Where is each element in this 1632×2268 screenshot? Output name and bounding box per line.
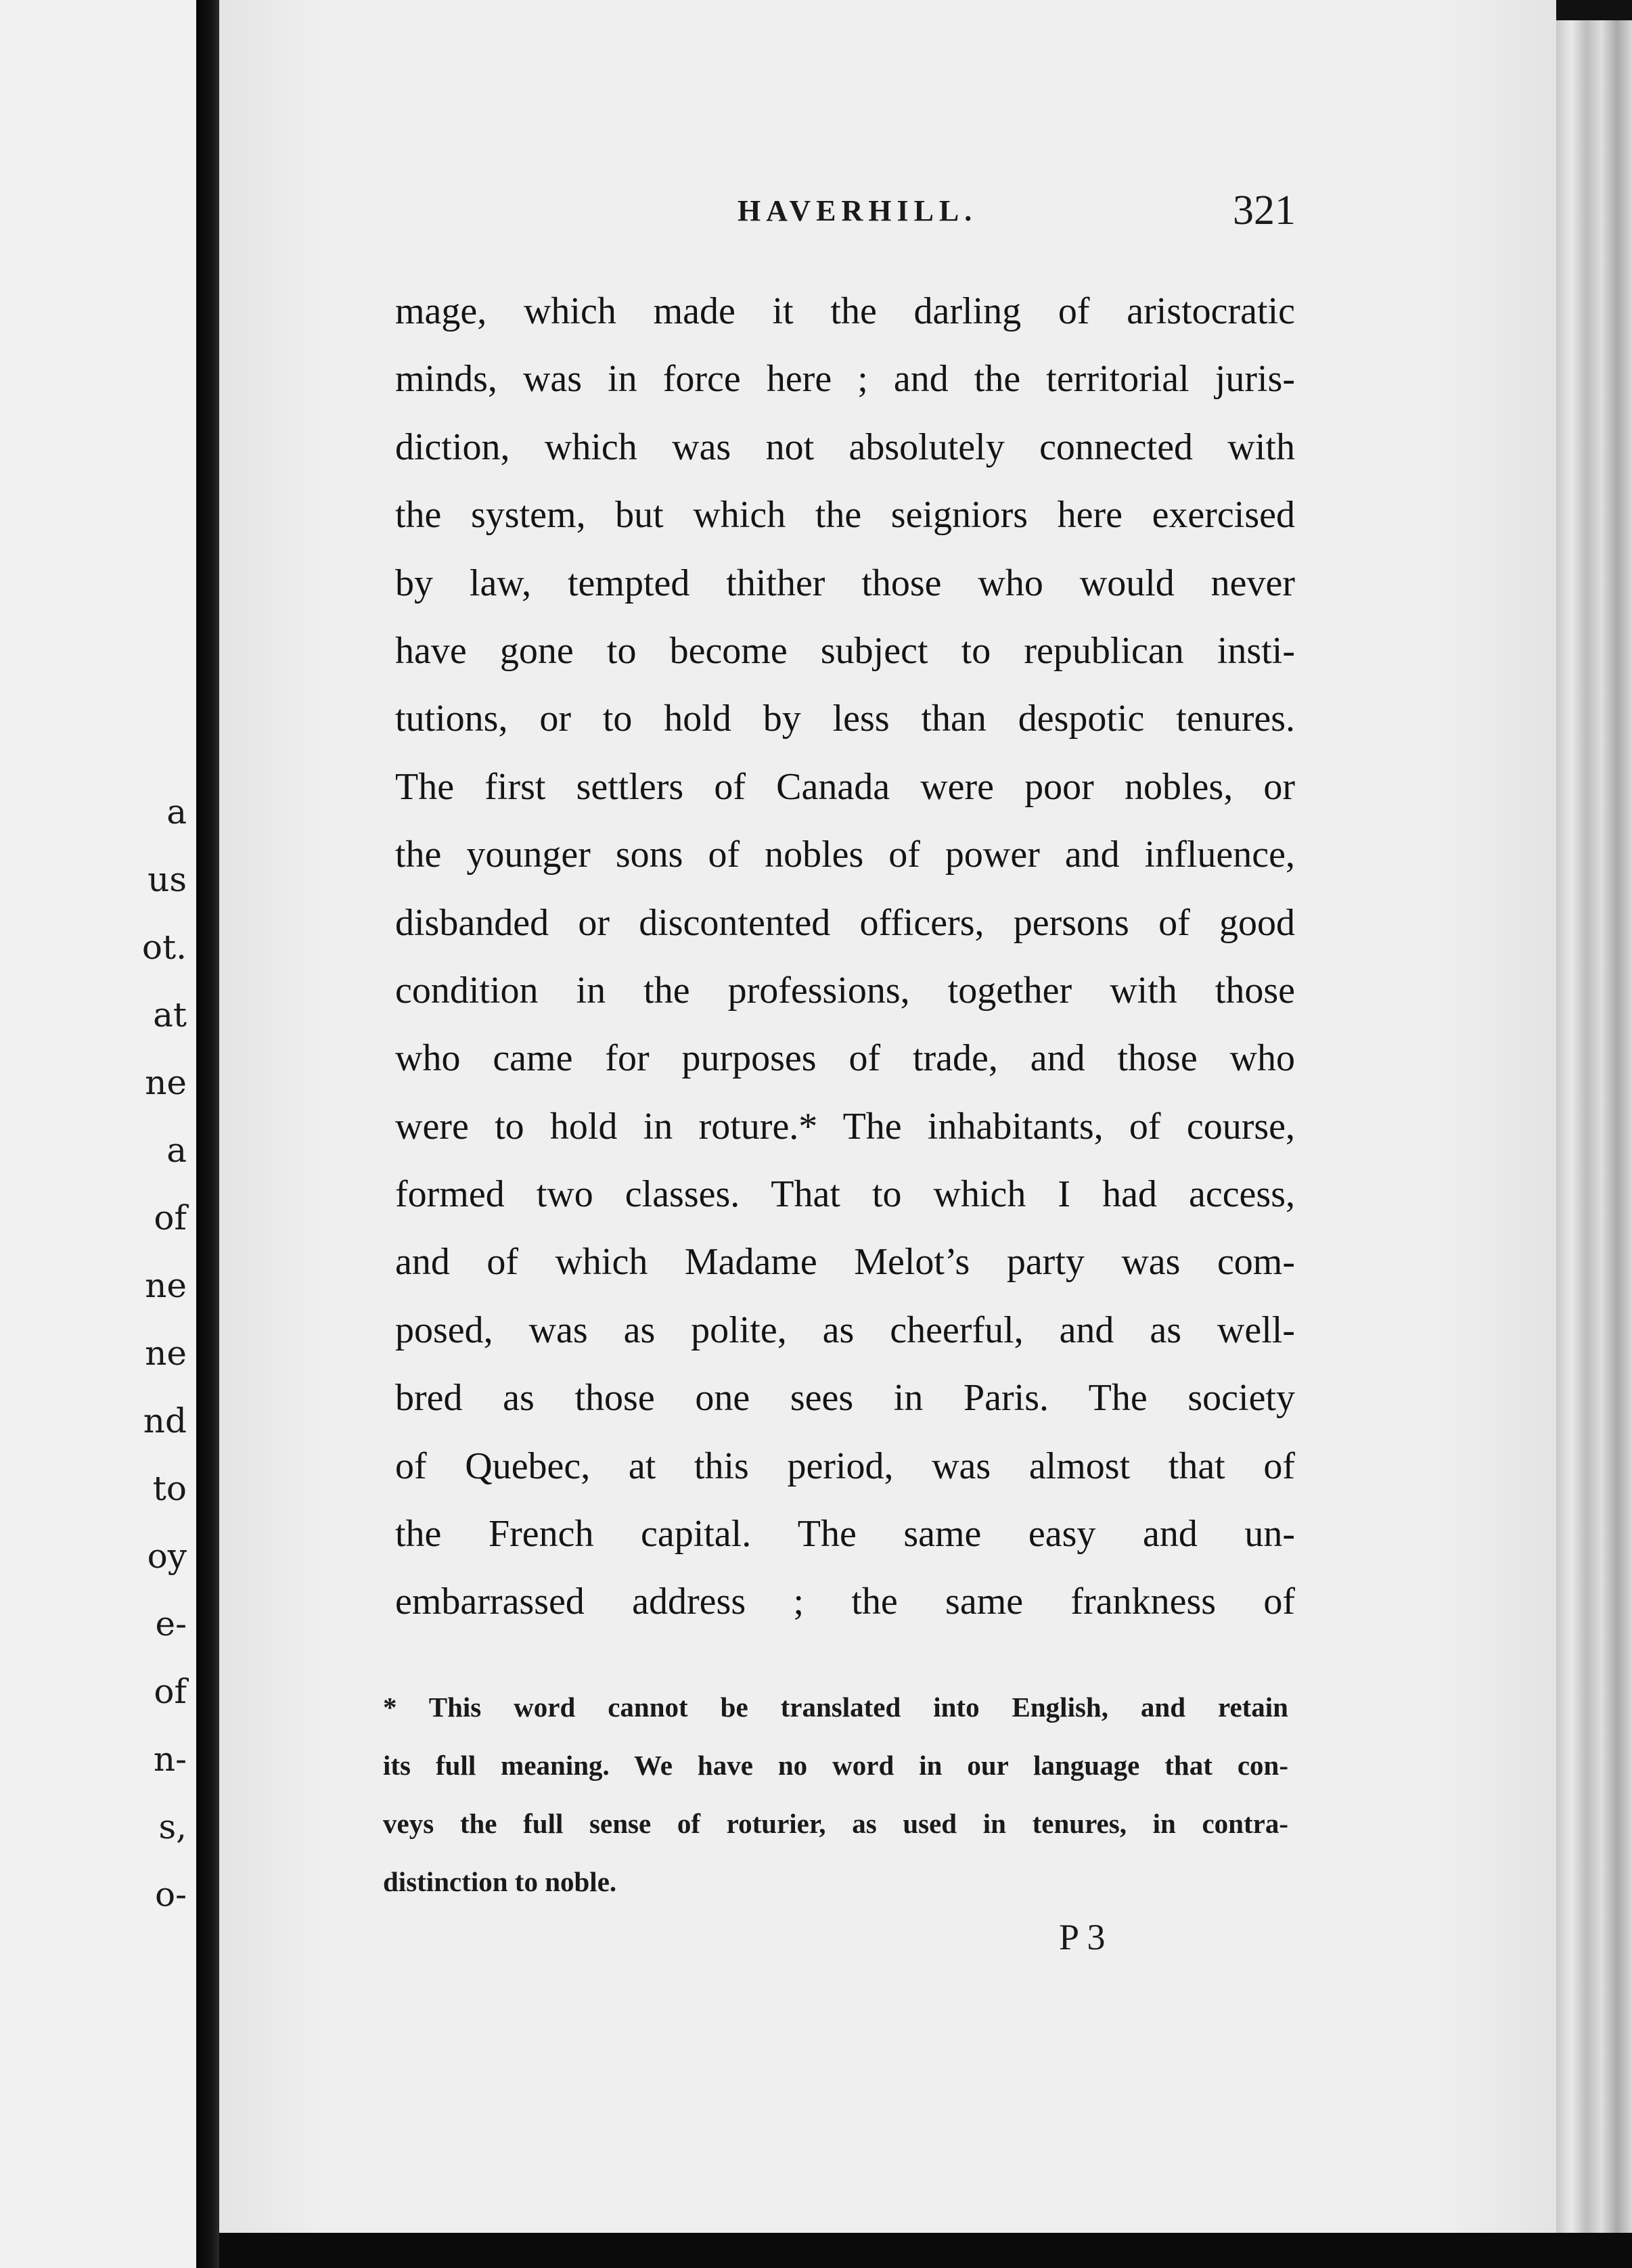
body-line: disbanded or discontented officers, persons of good [395,901,1295,944]
left-page-fragment: n- [153,1740,187,1779]
left-page-fragment: ne [145,1334,187,1373]
running-head: HAVERHILL. [738,194,978,227]
left-page-fragment: to [152,1469,187,1508]
body-line: condition in the professions, together with those [395,969,1295,1012]
left-page-fragment: o- [155,1875,187,1914]
body-line: the younger sons of nobles of power and influence, [395,834,1295,876]
left-page-fragment: us [148,860,187,899]
body-line: the system, but which the seigniors here exercised [395,494,1295,537]
left-page-fragment: a [166,1131,187,1170]
body-line: who came for purposes of trade, and those who [395,1037,1295,1080]
left-page-fragment: s, [158,1807,187,1846]
scan-bottom-edge [219,2233,1632,2268]
body-line: embarrassed address ; the same frankness of [395,1581,1295,1623]
body-text [395,277,1295,1636]
footnote-line: distinction to noble. [383,1866,617,1897]
body-line: of Quebec, at this period, was almost that of [395,1445,1295,1487]
book-gutter [196,0,219,2268]
left-page-fragment: e- [155,1604,187,1643]
printer-signature-mark: P 3 [1059,1917,1106,1957]
left-page-fragment: a [166,792,187,832]
left-page-fragment: ne [145,1063,187,1102]
left-page-fragment: at [153,995,187,1035]
left-page-fragment: of [154,1672,187,1711]
footnote-line: its full meaning. We have no word in our language that con- [383,1750,1288,1781]
left-page-fragment: oy [147,1537,187,1576]
left-page-fragment: ot. [141,928,187,967]
left-facing-page [0,0,196,2268]
left-page-fragment: ne [145,1266,187,1305]
left-page-fragment: nd [143,1401,187,1441]
left-page-fragment: of [154,1198,187,1238]
body-line: by law, tempted thither those who would never [395,562,1295,604]
footnote [383,1678,1288,1911]
body-line: mage, which made it the darling of aristocratic [395,290,1295,332]
page-stack-edge [1556,20,1632,2253]
body-line: diction, which was not absolutely connected with [395,426,1295,468]
footnote-line: veys the full sense of roturier, as used in tenures, in contra- [383,1808,1288,1839]
body-line: the French capital. The same easy and un- [395,1513,1295,1556]
body-line: were to hold in roture.* The inhabitants, of course, [395,1105,1295,1148]
body-line: tutions, or to hold by less than despotic tenures. [395,698,1295,740]
body-line: minds, was in force here ; and the territorial juris- [395,358,1295,401]
body-line: The first settlers of Canada were poor nobles, or [395,765,1295,808]
body-line: and of which Madame Melot’s party was com- [395,1241,1295,1284]
body-line: bred as those one sees in Paris. The society [395,1377,1295,1420]
body-line: have gone to become subject to republican insti- [395,629,1295,672]
body-line: posed, was as polite, as cheerful, and as well- [395,1309,1295,1351]
body-line: formed two classes. That to which I had access, [395,1173,1295,1216]
page-number: 321 [1233,187,1296,233]
footnote-line: * This word cannot be translated into English, and retain [383,1692,1288,1723]
